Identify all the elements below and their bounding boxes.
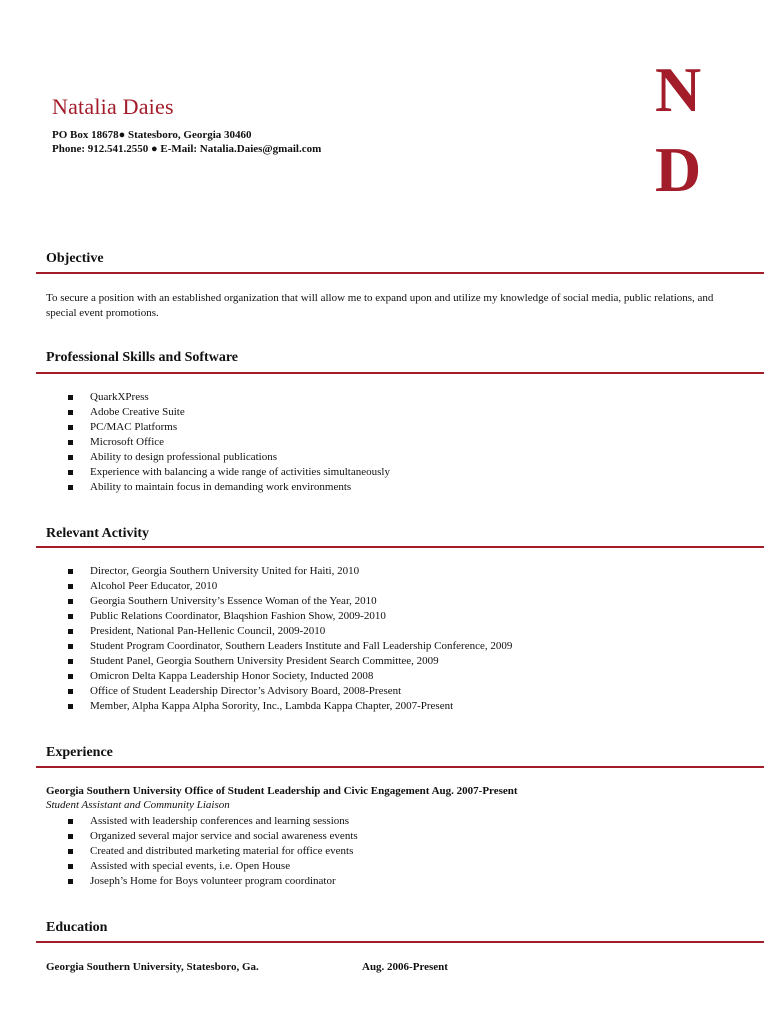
list-item: President, National Pan-Hellenic Council, 2009-2010 (68, 624, 512, 639)
list-item: Joseph’s Home for Boys volunteer program coordinator (68, 874, 358, 889)
list-item: PC/MAC Platforms (68, 420, 390, 435)
experience-heading: Experience (46, 745, 113, 760)
applicant-name: Natalia Daies (52, 94, 174, 119)
skills-list (68, 390, 390, 495)
list-item: Student Panel, Georgia Southern University President Search Committee, 2009 (68, 654, 512, 669)
objective-divider (36, 272, 764, 274)
job-title: Georgia Southern University Office of Student Leadership and Civic Engagement Aug. 2007-Present (46, 785, 518, 797)
list-item: QuarkXPress (68, 390, 390, 405)
activity-heading: Relevant Activity (46, 526, 150, 541)
list-item: Ability to design professional publications (68, 450, 390, 465)
job-role: Student Assistant and Community Liaison (46, 799, 230, 811)
activity-list (68, 564, 512, 714)
education-dates: Aug. 2006-Present (362, 961, 448, 973)
objective-text: To secure a position with an established organization that will allow me to expand upon and utilize my knowledge of social media, public relations, and special event promotions. (46, 292, 714, 319)
education-heading: Education (46, 920, 108, 935)
list-item: Georgia Southern University’s Essence Woman of the Year, 2010 (68, 594, 512, 609)
skills-divider (36, 372, 764, 374)
list-item: Member, Alpha Kappa Alpha Sorority, Inc., Lambda Kappa Chapter, 2007-Present (68, 699, 512, 714)
education-divider (36, 941, 764, 943)
list-item: Student Program Coordinator, Southern Leaders Institute and Fall Leadership Conference, 2009 (68, 639, 512, 654)
list-item: Ability to maintain focus in demanding work environments (68, 480, 390, 495)
list-item: Public Relations Coordinator, Blaqshion Fashion Show, 2009-2010 (68, 609, 512, 624)
experience-list (68, 814, 358, 889)
objective-heading: Objective (46, 251, 104, 266)
experience-divider (36, 766, 764, 768)
list-item: Adobe Creative Suite (68, 405, 390, 420)
contact-line: Phone: 912.541.2550 ● E-Mail: Natalia.Daies@gmail.com (52, 143, 322, 155)
list-item: Omicron Delta Kappa Leadership Honor Society, Inducted 2008 (68, 669, 512, 684)
activity-divider (36, 546, 764, 548)
list-item: Experience with balancing a wide range of activities simultaneously (68, 465, 390, 480)
list-item: Office of Student Leadership Director’s Advisory Board, 2008-Present (68, 684, 512, 699)
list-item: Director, Georgia Southern University United for Haiti, 2010 (68, 564, 512, 579)
education-school: Georgia Southern University, Statesboro, Ga. (46, 961, 259, 973)
list-item: Assisted with special events, i.e. Open House (68, 859, 358, 874)
list-item: Created and distributed marketing material for office events (68, 844, 358, 859)
list-item: Alcohol Peer Educator, 2010 (68, 579, 512, 594)
address-line: PO Box 18678● Statesboro, Georgia 30460 (52, 129, 252, 141)
list-item: Microsoft Office (68, 435, 390, 450)
list-item: Organized several major service and social awareness events (68, 829, 358, 844)
list-item: Assisted with leadership conferences and learning sessions (68, 814, 358, 829)
monogram-letter-top: N (655, 54, 702, 125)
skills-heading: Professional Skills and Software (46, 350, 239, 365)
monogram-letter-bottom: D (655, 134, 702, 205)
